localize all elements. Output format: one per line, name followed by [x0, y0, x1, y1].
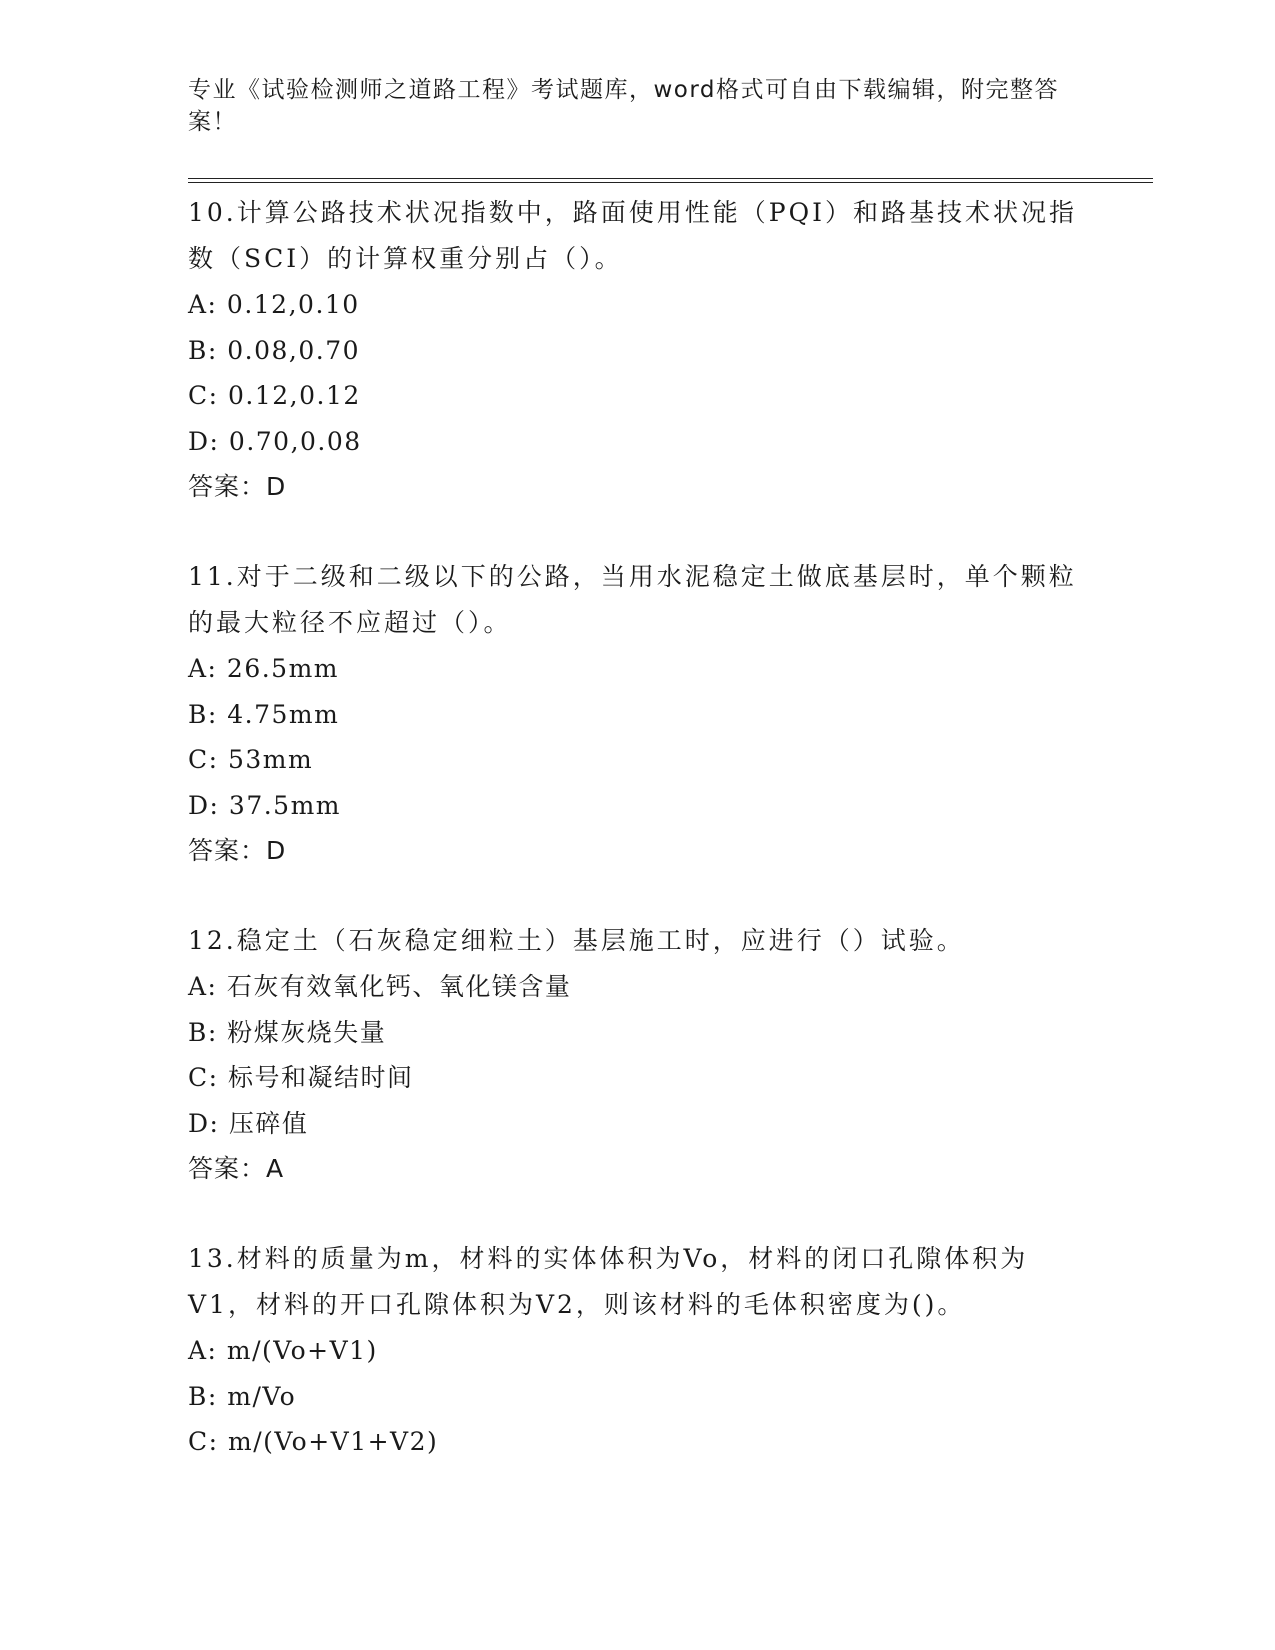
- page-header: 专业《试验检测师之道路工程》考试题库，word格式可自由下载编辑，附完整答案！: [188, 77, 1060, 135]
- question-stem: 12.稳定土（石灰稳定细粒土）基层施工时，应进行（）试验。: [188, 926, 965, 955]
- question-11: [188, 554, 1088, 873]
- question-stem: 13.材料的质量为m，材料的实体体积为Vo，材料的闭口孔隙体积为V1，材料的开口孔隙体积为V2，则该材料的毛体积密度为()。: [188, 1244, 1029, 1319]
- answer: 答案：D: [188, 472, 287, 501]
- option-c: C: 0.12,0.12: [188, 381, 361, 410]
- option-b: B: 4.75mm: [188, 699, 340, 729]
- question-10: [188, 190, 1088, 509]
- answer: 答案：D: [188, 836, 287, 865]
- option-d: D: 37.5mm: [188, 790, 341, 820]
- header-divider: [188, 178, 1153, 183]
- option-a: A: 26.5mm: [188, 654, 339, 683]
- answer: 答案：A: [188, 1154, 285, 1183]
- option-c: C: 53mm: [188, 745, 314, 774]
- question-13: [188, 1236, 1088, 1465]
- option-a: A: m/(Vo+V1): [188, 1336, 378, 1365]
- question-stem: 11.对于二级和二级以下的公路，当用水泥稳定土做底基层时，单个颗粒的最大粒径不应超过（）。: [188, 562, 1077, 637]
- option-b: B: m/Vo: [188, 1381, 297, 1411]
- option-a: A: 石灰有效氧化钙、氧化镁含量: [188, 972, 572, 1001]
- option-c: C: m/(Vo+V1+V2): [188, 1427, 439, 1456]
- question-list: [188, 190, 1088, 1510]
- option-b: B: 粉煤灰烧失量: [188, 1017, 387, 1047]
- option-c: C: 标号和凝结时间: [188, 1063, 414, 1092]
- option-d: D: 0.70,0.08: [188, 426, 362, 456]
- question-stem: 10.计算公路技术状况指数中，路面使用性能（PQI）和路基技术状况指数（SCI）的计算权重分别占（）。: [188, 198, 1077, 273]
- option-d: D: 压碎值: [188, 1108, 309, 1138]
- option-b: B: 0.08,0.70: [188, 335, 361, 365]
- option-a: A: 0.12,0.10: [188, 290, 360, 319]
- question-12: [188, 918, 1088, 1191]
